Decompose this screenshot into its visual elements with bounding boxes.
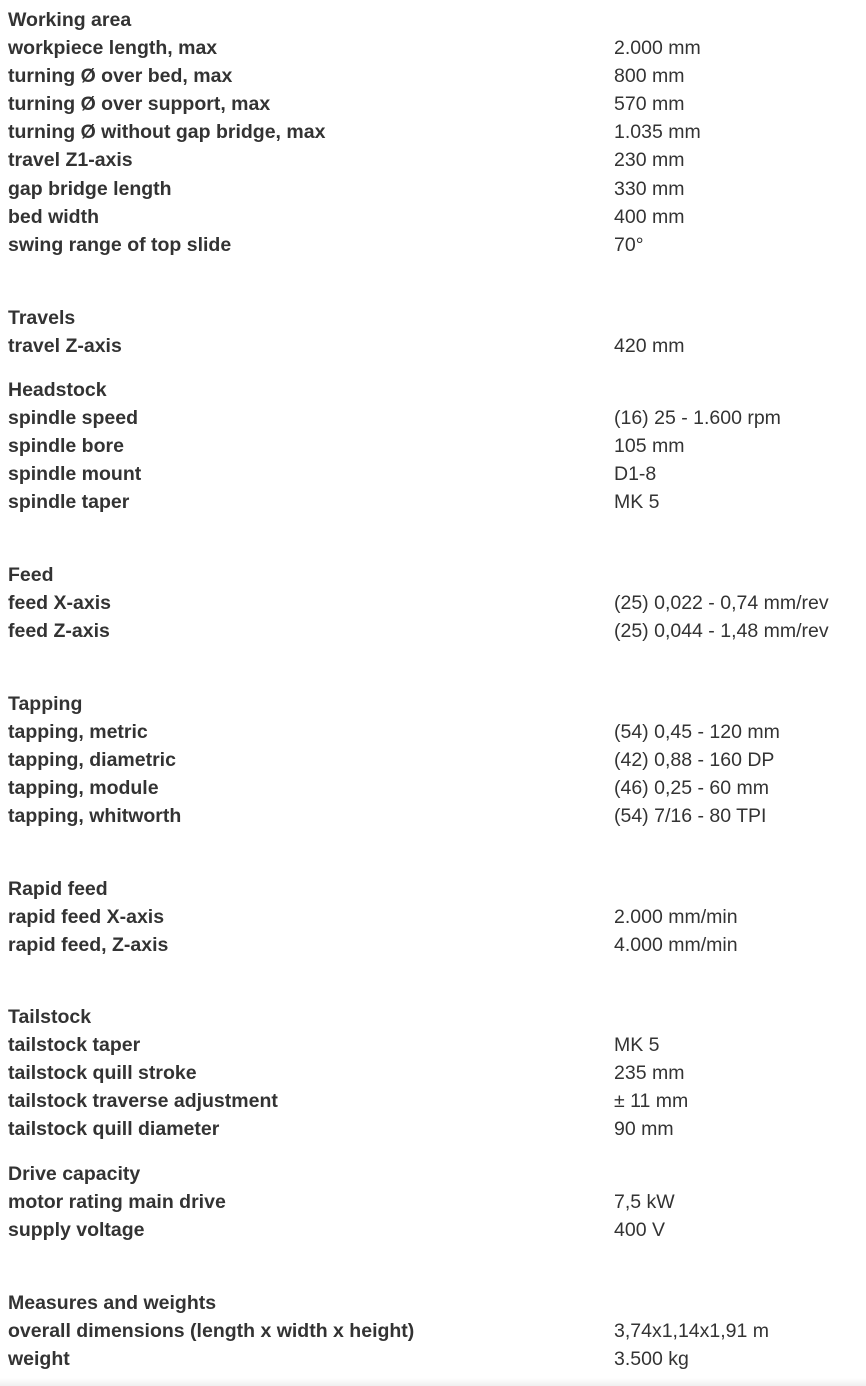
spec-value: 90 mm (614, 1118, 674, 1140)
spec-label: spindle bore (8, 435, 124, 457)
spec-row (0, 718, 866, 746)
section-heading: Drive capacity (8, 1163, 141, 1185)
spec-value: 3.500 kg (614, 1348, 689, 1370)
spec-row (0, 332, 866, 360)
section-heading: Measures and weights (8, 1292, 217, 1314)
spec-label: spindle taper (8, 491, 130, 513)
spec-row (0, 118, 866, 146)
spec-label: rapid feed X-axis (8, 906, 165, 928)
spec-row (0, 231, 866, 259)
spec-row (0, 432, 866, 460)
spec-value: MK 5 (614, 491, 660, 513)
spec-label: gap bridge length (8, 178, 172, 200)
spec-value: 230 mm (614, 149, 685, 171)
spec-label: tailstock taper (8, 1034, 141, 1056)
spec-label: tailstock quill stroke (8, 1062, 197, 1084)
spec-label: turning Ø without gap bridge, max (8, 121, 326, 143)
spec-label: travel Z1-axis (8, 149, 133, 171)
bottom-fade-divider (0, 1378, 866, 1386)
spec-value: MK 5 (614, 1034, 660, 1056)
spec-value: 400 mm (614, 206, 685, 228)
spec-row (0, 931, 866, 959)
spec-row (0, 34, 866, 62)
spec-row (0, 90, 866, 118)
spec-label: motor rating main drive (8, 1191, 226, 1213)
section-heading: Rapid feed (8, 878, 108, 900)
spec-value: 800 mm (614, 65, 685, 87)
spec-value: 70° (614, 234, 644, 256)
spec-label: tapping, module (8, 777, 159, 799)
spec-row (0, 1115, 866, 1143)
section-heading: Tailstock (8, 1006, 92, 1028)
spec-row (0, 802, 866, 830)
spec-row (0, 903, 866, 931)
spec-value: 420 mm (614, 335, 685, 357)
spec-value: 330 mm (614, 178, 685, 200)
spec-value: 4.000 mm/min (614, 934, 738, 956)
spec-value: 3,74x1,14x1,91 m (614, 1320, 770, 1342)
spec-label: tailstock traverse adjustment (8, 1090, 278, 1112)
spec-row (0, 175, 866, 203)
spec-label: weight (8, 1348, 70, 1370)
spec-row (0, 1345, 866, 1373)
spec-row (0, 146, 866, 174)
spec-label: tailstock quill diameter (8, 1118, 220, 1140)
section-heading: Working area (8, 9, 132, 31)
section-heading: Feed (8, 564, 54, 586)
spec-row (0, 1216, 866, 1244)
spec-row (0, 1059, 866, 1087)
spec-row (0, 62, 866, 90)
spec-value: (16) 25 - 1.600 rpm (614, 407, 781, 429)
spec-value: (54) 7/16 - 80 TPI (614, 805, 767, 827)
spec-row (0, 1087, 866, 1115)
spec-label: feed Z-axis (8, 620, 110, 642)
spec-label: turning Ø over support, max (8, 93, 271, 115)
spec-row (0, 1188, 866, 1216)
spec-row (0, 1031, 866, 1059)
section-heading: Travels (8, 307, 76, 329)
spec-row (0, 746, 866, 774)
spec-value: 1.035 mm (614, 121, 701, 143)
spec-value: D1-8 (614, 463, 657, 485)
section-heading: Headstock (8, 379, 107, 401)
spec-value: (46) 0,25 - 60 mm (614, 777, 769, 799)
spec-value: 2.000 mm/min (614, 906, 738, 928)
spec-row (0, 589, 866, 617)
spec-row (0, 404, 866, 432)
spec-value: 570 mm (614, 93, 685, 115)
spec-value: 400 V (614, 1219, 665, 1241)
spec-label: swing range of top slide (8, 234, 232, 256)
spec-value: (25) 0,022 - 0,74 mm/rev (614, 592, 829, 614)
spec-row (0, 460, 866, 488)
spec-value: 7,5 kW (614, 1191, 675, 1213)
spec-row (0, 488, 866, 516)
spec-label: spindle mount (8, 463, 142, 485)
spec-value: ± 11 mm (614, 1090, 689, 1112)
spec-row (0, 1317, 866, 1345)
spec-label: workpiece length, max (8, 37, 218, 59)
spec-value: (25) 0,044 - 1,48 mm/rev (614, 620, 829, 642)
spec-label: rapid feed, Z-axis (8, 934, 169, 956)
spec-label: tapping, metric (8, 721, 148, 743)
spec-label: feed X-axis (8, 592, 111, 614)
spec-value: (54) 0,45 - 120 mm (614, 721, 780, 743)
spec-row (0, 617, 866, 645)
spec-label: bed width (8, 206, 99, 228)
spec-label: spindle speed (8, 407, 139, 429)
spec-value: 235 mm (614, 1062, 685, 1084)
spec-label: tapping, whitworth (8, 805, 182, 827)
spec-label: tapping, diametric (8, 749, 176, 771)
spec-value: (42) 0,88 - 160 DP (614, 749, 775, 771)
spec-label: travel Z-axis (8, 335, 122, 357)
spec-label: supply voltage (8, 1219, 145, 1241)
spec-row (0, 774, 866, 802)
section-heading: Tapping (8, 693, 83, 715)
spec-value: 2.000 mm (614, 37, 701, 59)
spec-label: overall dimensions (length x width x height) (8, 1320, 415, 1342)
spec-row (0, 203, 866, 231)
spec-label: turning Ø over bed, max (8, 65, 233, 87)
spec-value: 105 mm (614, 435, 685, 457)
